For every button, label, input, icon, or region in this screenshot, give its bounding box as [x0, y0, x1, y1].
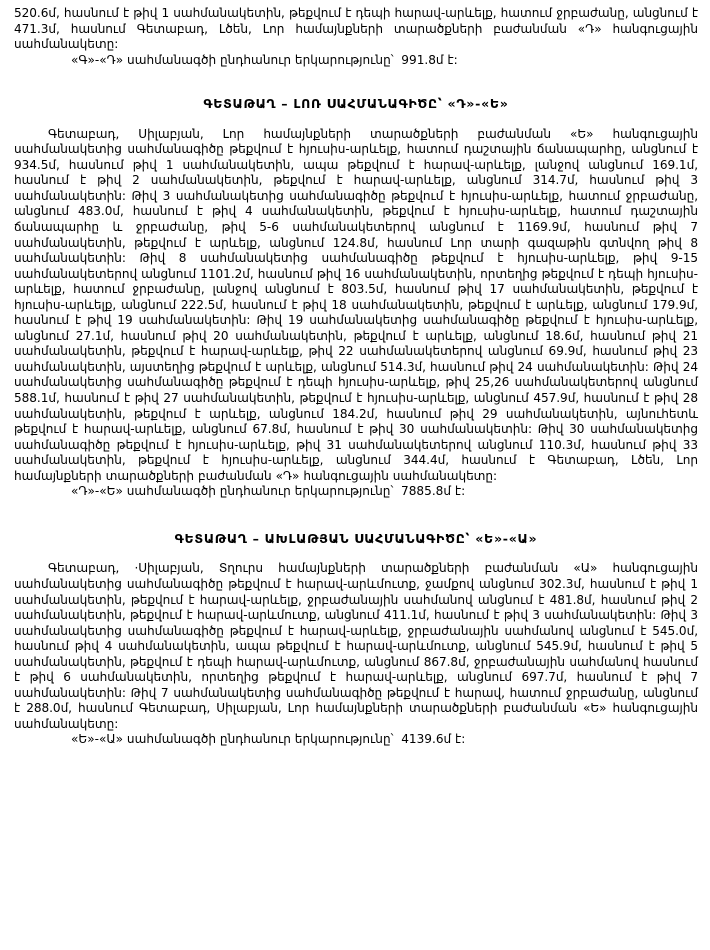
section-heading-d-e: ԳԵՏԱԹԱՂ – ԼՈՌ ՍԱՀՄԱՆԱԳԻԾԸ՝ «Դ»-«Ե»	[203, 96, 509, 112]
heading-spacer	[14, 546, 698, 561]
section-spacer	[14, 500, 698, 531]
summary-line-g-d: «Գ»-«Դ» սահմանագծի ընդհանուր երկարությունը՝ 991.8մ է:	[71, 52, 458, 67]
section-spacer	[14, 68, 698, 96]
paragraph-body-e-a: Գետաբադ, ·Սիլաբյան, Տղուրս համայնքների տարածքների բաժանման «Ա» հանգուցային սահմանակետից սահմանագիծը թեքվում է հարավ-արևմուտք, ջամքով անցնում 302.3մ, հասնում է թիվ 1 սահմանակետին, թեքվում է հարավ-արևելք, ջրբաժանային սահմանով անցնում է 481.8մ, հասնում թիվ 2 սահմանակետին, թեքվում է հարավ-արևմուտք, անցնում 411.1մ, հասնում է թիվ 3 սահմանակետին: Թիվ 3 սահմանակետից սահմանագիծը թեքվում է հարավ-արևելք, ջրբաժանային սահմանով անցնում է 545.0մ, հասնում թիվ 4 սահմանակետին, ապա թեքվում է հարավ-արևմուտք, անցնում 545.9մ, հասնում է թիվ 5 սահմանակետին, թեքվում է դեպի հարավ-արևմուտք, անցնում 867.8մ, ջրբաժանային սահմանով հասնում է թիվ 6 սահմանակետին, որտեղից թեքվում է հարավ-արևելք, անցնում 697.7մ, հասնում է թիվ 7 սահմանակետին: Թիվ 7 սահմանակետից սահմանագիծը թեքվում է հարավ, հատում ջրբաժանը, անցնում է 288.0մ, հասնում Գետաբադ, Սիլաբյան, Լոր համայնքների տարածքների բաժանման «Ե» հանգուցային սահմանակետը:	[14, 561, 698, 731]
summary-line-d-e: «Դ»-«Ե» սահմանագծի ընդհանուր երկարությունը՝ 7885.8մ է:	[71, 484, 466, 499]
section-heading-e-a: ԳԵՏԱԹԱՂ – ԱԽԼԱԹՅԱՆ ՍԱՀՄԱՆԱԳԻԾԸ՝ «Ե»-«Ա»	[174, 530, 538, 546]
paragraph-continuation-g-d: 520.6մ, հասնում է թիվ 1 սահմանակետին, թեքվում է դեպի հարավ-արևելք, հատում ջրբաժանը, անցնում է 471.3մ, հասնում Գետաբադ, Լծեն, Լոր համայնքների տարածքների բաժանման «Դ» հանգուցային սահմանակետը:	[14, 6, 698, 52]
paragraph-body-d-e: Գետաբադ, Սիլաբյան, Լոր համայնքների տարածքների բաժանման «Ե» հանգուցային սահմանակետից սահմանագիծը թեքվում է հյուսիս-արևելք, հատում դաշտային ճանապարհը, անցնում է 934.5մ, հասնում թիվ 1 սահմանակետին, ապա թեքվում է հարավ-արևելք, լանջով անցնում 169.1մ, հասնում է թիվ 2 սահմանակետին, թեքվում է հարավ-արևելք, անցնում 314.7մ, հասնում թիվ 3 սահմանակետին: Թիվ 3 սահմանակետից սահմանագիծը թեքվում է հյուսիս-արևելք, հատում ջրբաժանը, անցնում 483.0մ, հասնում է թիվ 4 սահմանակետին, թեքվում է հյուսիս-արևելք, հատում դաշտային ճանապարհը և ջրբաժանը, թիվ 5-6 սահմանակետերով անցնում է 1169.9մ, հասնում թիվ 7 սահմանակետին, թեքվում է արևելք, անցնում 124.8մ, հասնում Լոր տարի գազաթին գտնվող թիվ 8 սահմանակետին: Թիվ 8 սահմանակետից սահմանագիծը թեքվում է հյուսիս-արևելք, թիվ 9-15 սահմանակետերով անցնում 1101.2մ, հասնում թիվ 16 սահմանակետին, որտեղից թեքվում է դեպի հյուսիս-արևելք, հատում ջրբաժանը, լանջով անցնում է 803.5մ, հասնում թիվ 17 սահմանակետին, թեքվում է հյուսիս-արևելք, անցնում 222.5մ, հասնում է թիվ 18 սահմանակետին, թեքվում է արևելք, անցնում 179.9մ, հասնում է թիվ 19 սահմանակետին: Թիվ 19 սահմանակետից սահմանագիծը թեքվում է հյուսիս-արևելք, անցնում 27.1մ, հասնում թիվ 20 սահմանակետին, թեքվում է արևելք, անցնում 18.6մ, հասնում թիվ 21 սահմանակետին, թեքվում է հարավ-արևելք, թիվ 22 սահմանակետերով անցնում 69.9մ, հասնում թիվ 23 սահմանակետին, այստեղից թեքվում է արևելք, անցնում 514.3մ, հասնում թիվ 24 սահմանակետին: Թիվ 24 սահմանակետից սահմանագիծը թեքվում է դեպի հյուսիս-արևելք, թիվ 25,26 սահմանակետերով անցնում 588.1մ, հասնում է թիվ 27 սահմանակետին, թեքվում է հյուսիս-արևելք, անցնում 457.9մ, հասնում է թիվ 28 սահմանակետին, թեքվում է արևելք, անցնում 184.2մ, հասնում թիվ 29 սահմանակետին, այնուհետև թեքվում է հարավ-արևելք, անցնում 67.8մ, հասնում է թիվ 30 սահմանակետին: Թիվ 30 սահմանակետից սահմանագիծը թեքվում է հյուսիս-արևելք, թիվ 31 սահմանակետերով անցնում 110.3մ, հասնում թիվ 33 սահմանակետին, թեքվում է հյուսիս-արևելք, անցնում 344.4մ, հասնում է Գետաբադ, Լծեն, Լոր համայնքների տարածքների բաժանման «Դ» հանգուցային սահմանակետը:	[14, 126, 698, 483]
heading-spacer	[14, 112, 698, 127]
summary-line-e-a: «Ե»-«Ա» սահմանագծի ընդհանուր երկարությունը՝ 4139.6մ է:	[71, 732, 466, 747]
